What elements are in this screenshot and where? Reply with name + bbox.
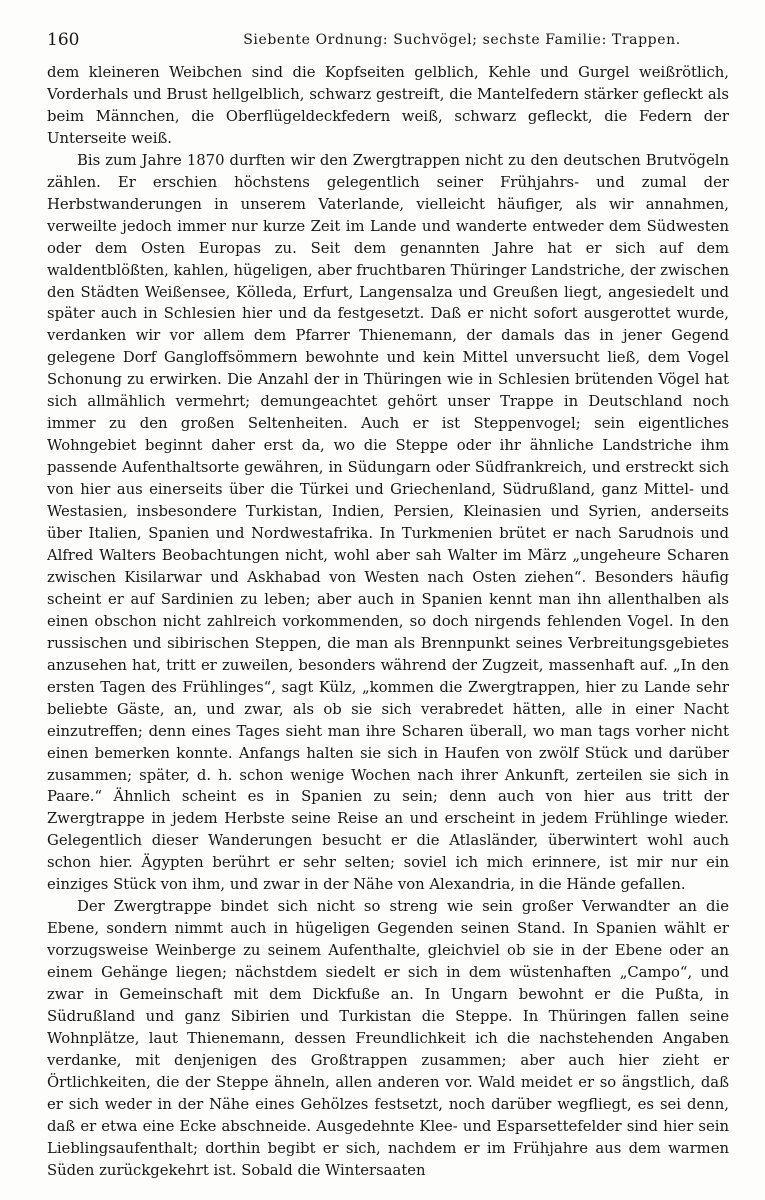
- running-title: Siebente Ordnung: Suchvögel; sechste Familie: Trappen.: [243, 32, 681, 48]
- body-text: [47, 62, 729, 1182]
- page-header: [47, 30, 727, 56]
- paragraph-distribution: Bis zum Jahre 1870 durften wir den Zwergtrappen nicht zu den deutschen Brutvögeln zählen. Er erschien höchstens gelegentlich seiner Frühjahrs- und zumal der Herbstwanderungen in unserem Vaterlande, vielleicht häufiger, als wir annahmen, verweilte jedoch immer nur kurze Zeit im Lande und wanderte entweder dem Südwesten oder dem Osten Europas zu. Seit dem genannten Jahre hat er sich auf dem waldentblößten, kahlen, hügeligen, aber fruchtbaren Thüringer Landstriche, der zwischen den Städten Weißensee, Kölleda, Erfurt, Langensalza und Greußen liegt, angesiedelt und später auch in Schlesien hier und da festgesetzt. Daß er nicht sofort ausgerottet wurde, verdanken wir vor allem dem Pfarrer Thienemann, der damals das in jener Gegend gelegene Dorf Gangloffsömmern bewohnte und kein Mittel unversucht ließ, dem Vogel Schonung zu erwirken. Die Anzahl der in Thüringen wie in Schlesien brütenden Vögel hat sich allmählich vermehrt; demungeachtet gehört unser Trappe in Deutschland noch immer zu den großen Seltenheiten. Auch er ist Steppenvogel; sein eigentliches Wohngebiet beginnt daher erst da, wo die Steppe oder ihr ähnliche Landstriche ihm passende Aufenthaltsorte gewähren, in Südungarn oder Südfrankreich, und erstreckt sich von hier aus einerseits über die Türkei und Griechenland, Südrußland, ganz Mittel- und Westasien, insbesondere Turkistan, Indien, Persien, Kleinasien und Syrien, anderseits über Italien, Spanien und Nordwestafrika. In Turkmenien brütet er nach Sarudnois und Alfred Walters Beobachtungen nicht, wohl aber sah Walter im März „ungeheure Scharen zwischen Kisilarwar und Askhabad von Westen nach Osten ziehen“. Besonders häufig scheint er auf Sardinien zu leben; aber auch in Spanien kennt man ihn allenthalben als einen obschon nicht zahlreich vorkommenden, so doch nirgends fehlenden Vogel. In den russischen und sibirischen Steppen, die man als Brennpunkt seines Verbreitungsgebietes anzusehen hat, tritt er zuweilen, besonders während der Zugzeit, massenhaft auf. „In den ersten Tagen des Frühlinges“, sagt Külz, „kommen die Zwergtrappen, hier zu Lande sehr beliebte Gäste, an, und zwar, als ob sie sich verabredet hätten, alle in einer Nacht einzutreffen; denn eines Tages sieht man ihre Scharen überall, wo man tags vorher nicht einen bemerken konnte. Anfangs halten sie sich in Haufen von zwölf Stück und darüber zusammen; später, d. h. schon wenige Wochen nach ihrer Ankunft, zerteilen sie sich in Paare.“ Ähnlich scheint es in Spanien zu sein; denn auch von hier aus tritt der Zwergtrappe in jedem Herbste seine Reise an und erscheint in jedem Frühlinge wieder. Gelegentlich dieser Wanderungen besucht er die Atlasländer, überwintert wohl auch schon hier. Ägypten berührt er sehr selten; soviel ich mich erinnere, ist mir nur ein einziges Stück von ihm, und zwar in der Nähe von Alexandria, in die Hände gefallen.: [47, 151, 729, 894]
- page-number: 160: [47, 30, 80, 50]
- paragraph-continued: dem kleineren Weibchen sind die Kopfseiten gelblich, Kehle und Gurgel weißrötlich, Vorderhals und Brust hellgelblich, schwarz gestreift, die Mantelfedern stärker gefleckt als beim Männchen, die Oberflügeldeckfedern weiß, schwarz gefleckt, die Federn der Unterseite weiß.: [47, 64, 729, 147]
- paragraph-habitat: Der Zwergtrappe bindet sich nicht so streng wie sein großer Verwandter an die Ebene, sondern nimmt auch in hügeligen Gegenden seinen Stand. In Spanien wählt er vorzugsweise Weinberge zu seinem Aufenthalte, gleichviel ob sie in der Ebene oder an einem Gehänge liegen; nächstdem siedelt er sich in dem wüstenhaften „Campo“, und zwar in Gemeinschaft mit dem Dickfuße an. In Ungarn bewohnt er die Pußta, in Südrußland und ganz Sibirien und Turkistan die Steppe. In Thüringen fallen seine Wohnplätze, laut Thienemann, dessen Freundlichkeit ich die nachstehenden Angaben verdanke, mit denjenigen des Großtrappen zusammen; aber auch hier zieht er Örtlichkeiten, die der Steppe ähneln, allen anderen vor. Wald meidet er so ängstlich, daß er sich weder in der Nähe eines Gehölzes festsetzt, noch darüber wegfliegt, es sei denn, daß er etwa eine Ecke abschneide. Ausgedehnte Klee- und Esparsettefelder sind hier sein Lieblingsaufenthalt; dorthin begibt er sich, nachdem er im Frühjahre aus dem warmen Süden zurückgekehrt ist. Sobald die Wintersaaten: [47, 898, 729, 1179]
